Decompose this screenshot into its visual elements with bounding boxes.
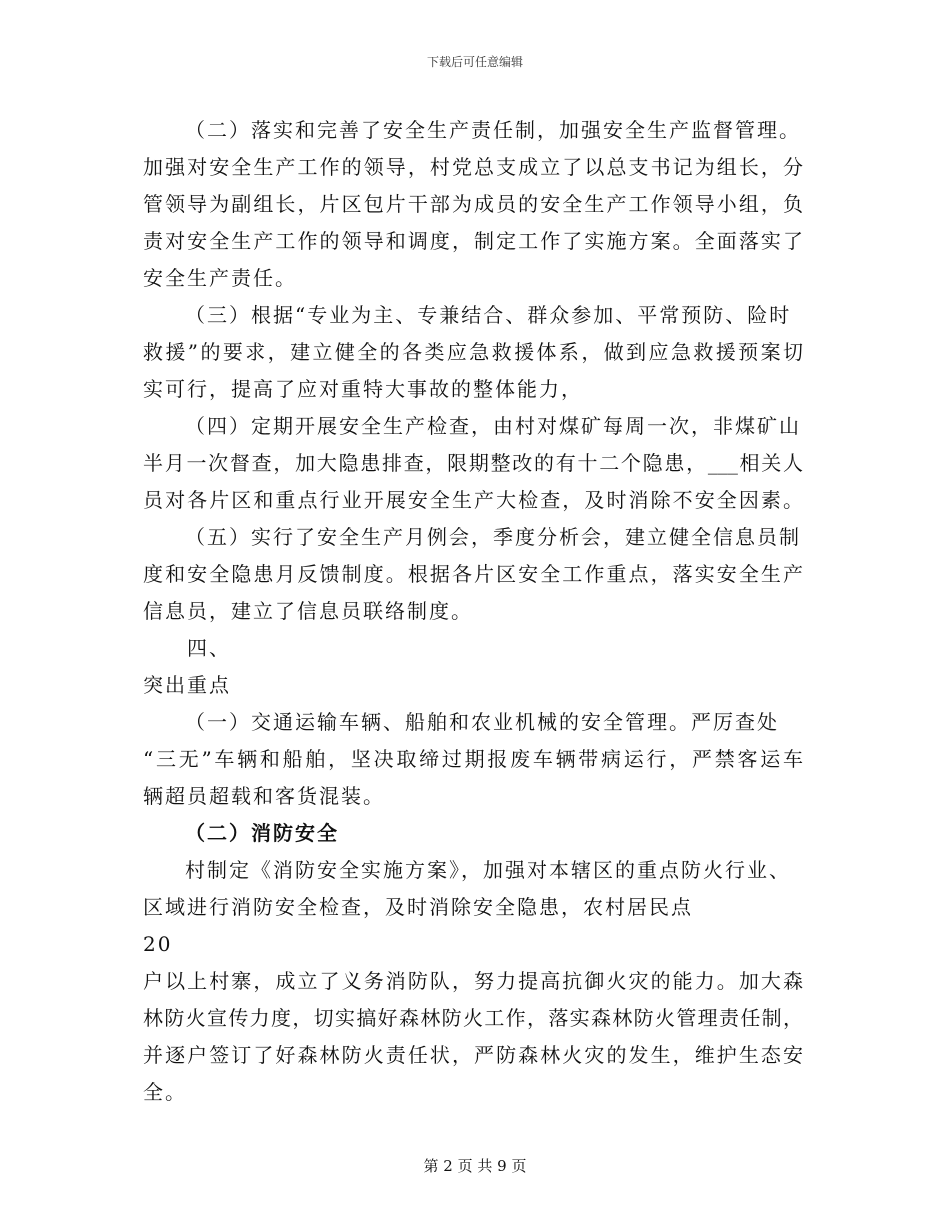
paragraph-line: 度和安全隐患月反馈制度。根据各片区安全工作重点，落实安全生产 xyxy=(143,562,803,586)
paragraph-line: 林防火宣传力度，切实搞好森林防火工作，落实森林防火管理责任制， xyxy=(143,1006,803,1030)
section-number: 四、 xyxy=(187,636,231,660)
paragraph-line: 半月一次督查，加大隐患排查，限期整改的有十二个隐患，___相关人 xyxy=(143,451,803,475)
paragraph-line: 区域进行消防安全检查，及时消除安全隐患，农村居民点 xyxy=(143,895,693,919)
paragraph-line: 安全生产责任。 xyxy=(143,266,297,290)
paragraph-line: 并逐户签订了好森林防火责任状，严防森林火灾的发生，维护生态安 xyxy=(143,1043,803,1067)
paragraph-line: 加强对安全生产工作的领导，村党总支成立了以总支书记为组长，分 xyxy=(143,155,803,179)
paragraph-line: 责对安全生产工作的领导和调度，制定工作了实施方案。全面落实了 xyxy=(143,229,803,253)
paragraph-line: “三无”车辆和船舶，坚决取缔过期报废车辆带病运行，严禁客运车 xyxy=(143,747,803,771)
page-number: 第 2 页 共 9 页 xyxy=(423,1157,527,1175)
paragraph-line: 20 xyxy=(143,932,173,956)
paragraph-line: 辆超员超载和客货混装。 xyxy=(143,784,385,808)
paragraph-line: （三）根据“专业为主、专兼结合、群众参加、平常预防、险时 xyxy=(185,303,792,327)
paragraph-line: （四）定期开展安全生产检查，由村对煤矿每周一次，非煤矿山 xyxy=(185,414,801,438)
paragraph-line: 员对各片区和重点行业开展安全生产大检查，及时消除不安全因素。 xyxy=(143,488,803,512)
subsection-heading: （二）消防安全 xyxy=(185,821,339,845)
paragraph-line: 信息员，建立了信息员联络制度。 xyxy=(143,599,473,623)
paragraph-line: 户以上村寨，成立了义务消防队，努力提高抗御火灾的能力。加大森 xyxy=(143,969,803,993)
section-heading: 突出重点 xyxy=(143,673,231,697)
paragraph-line: 村制定《消防安全实施方案》，加强对本辖区的重点防火行业、 xyxy=(185,858,791,882)
paragraph-line: （二）落实和完善了安全生产责任制，加强安全生产监督管理。 xyxy=(185,118,801,142)
paragraph-line: （一）交通运输车辆、船舶和农业机械的安全管理。严厉查处 xyxy=(185,710,779,734)
paragraph-line: 实可行，提高了应对重特大事故的整体能力， xyxy=(143,377,583,401)
paragraph-line: 救援”的要求，建立健全的各类应急救援体系，做到应急救援预案切 xyxy=(143,340,803,364)
paragraph-line: 全。 xyxy=(143,1080,187,1104)
paragraph-line: 管领导为副组长，片区包片干部为成员的安全生产工作领导小组，负 xyxy=(143,192,803,216)
paragraph-line: （五）实行了安全生产月例会，季度分析会，建立健全信息员制 xyxy=(185,525,801,549)
page-header: 下载后可任意编辑 xyxy=(426,55,523,69)
document-body xyxy=(143,112,803,1111)
